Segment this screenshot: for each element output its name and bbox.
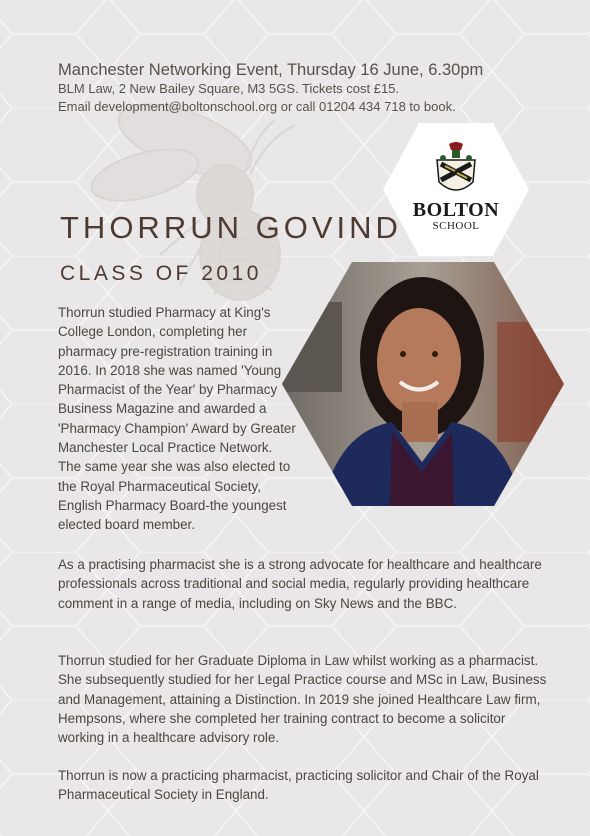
event-venue: BLM Law, 2 New Bailey Square, M3 5GS. Tickets cost £15.: [58, 81, 400, 96]
profile-class: CLASS OF 2010: [60, 262, 262, 285]
bio-paragraph-1: Thorrun studied Pharmacy at King's College London, completing her pharmacy pre-registration training in 2016. In 2018 she was named 'Young Pharmacist of the Year' by Pharmacy Business Magazine and awarded a 'Pharmacy Champion' Award by Greater Manchester Local Practice Network. The same year she was also elected to the Royal Pharmaceutical Society, English Pharmacy Board-the youngest elected board member.: [58, 305, 296, 533]
portrait-photo: [282, 262, 564, 506]
event-contact[interactable]: Email development@boltonschool.org or call 01204 434 718 to book.: [58, 99, 456, 114]
bio-paragraph-4: Thorrun is now a practicing pharmacist, practicing solicitor and Chair of the Royal Pharmaceutical Society in England.: [58, 768, 539, 803]
logo-subtitle: SCHOOL: [432, 220, 480, 232]
logo-name: BOLTON: [412, 199, 500, 221]
event-info: [58, 60, 558, 116]
bio-paragraph-2: As a practising pharmacist she is a strong advocate for healthcare and healthcare professionals across traditional and social media, regularly providing healthcare comment in a range of media, including on Sky News and the BBC.: [58, 557, 542, 611]
bio-paragraph-3: Thorrun studied for her Graduate Diploma in Law whilst working as a pharmacist. She subsequently studied for her Legal Practice course and MSc in Law, Business and Management, attaining a Distinction. In 2019 she joined Healthcare Law firm, Hempsons, where she completed her training contract to become a solicitor working in a healthcare advisory role.: [58, 653, 547, 746]
school-crest-icon: [431, 140, 481, 200]
event-title: Manchester Networking Event, Thursday 16 June, 6.30pm: [58, 61, 484, 79]
profile-name: THORRUN GOVIND: [60, 210, 402, 245]
